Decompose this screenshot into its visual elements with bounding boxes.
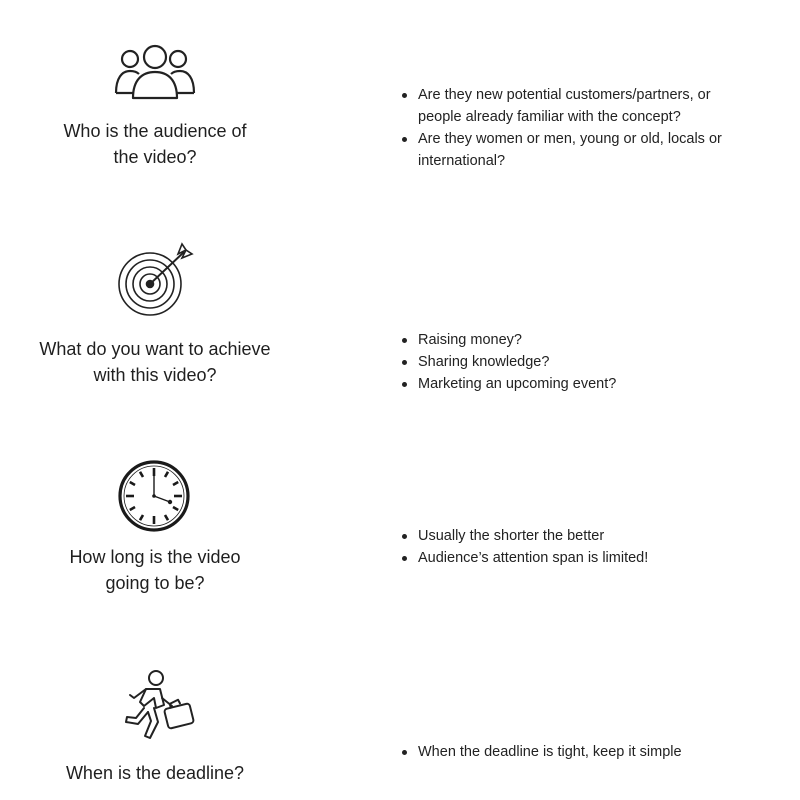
list-item: Are they women or men, young or old, locals or international? [398,128,758,172]
answers-audience [398,84,758,172]
list-item: Sharing knowledge? [398,351,758,373]
list-item: Audience’s attention span is limited! [398,547,758,569]
list-item: Marketing an upcoming event? [398,373,758,395]
list-item: Raising money? [398,329,758,351]
clock-icon [118,460,190,532]
question-audience: Who is the audience of the video? [63,121,247,167]
question-length: How long is the video going to be? [69,547,241,593]
answers-length [398,525,758,569]
question-deadline: When is the deadline? [65,763,245,783]
audience-icon [114,42,196,100]
question-goal: What do you want to achieve with this video? [39,339,271,385]
list-item: Usually the shorter the better [398,525,758,547]
answers-deadline [398,741,758,763]
target-icon [116,242,196,318]
list-item: When the deadline is tight, keep it simple [398,741,758,763]
answers-goal [398,329,758,395]
running-man-briefcase-icon [112,668,198,746]
list-item: Are they new potential customers/partners, or people already familiar with the concept? [398,84,758,128]
